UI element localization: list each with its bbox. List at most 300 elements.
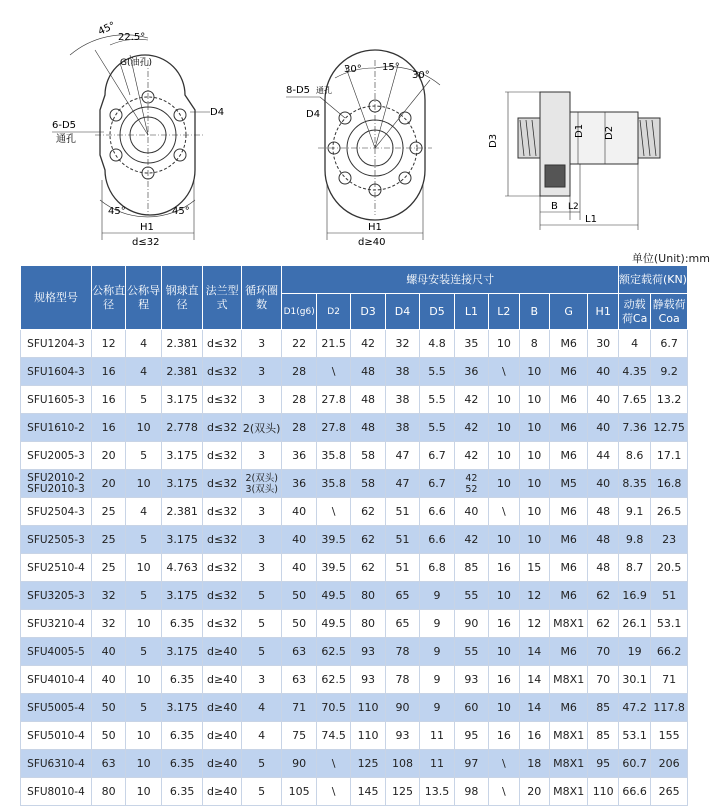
cell-ca: 8.35 <box>618 470 650 498</box>
cell-g: M6 <box>549 386 588 414</box>
cell-l1: 35 <box>454 330 488 358</box>
cell-h1: 70 <box>588 666 619 694</box>
cell-d5: 6.6 <box>420 526 454 554</box>
cell-d1: 50 <box>282 610 316 638</box>
cell-model: SFU8010-4 <box>21 778 92 806</box>
cell-g: M6 <box>549 638 588 666</box>
cell-d2: 62.5 <box>316 666 350 694</box>
drawing3-d2: D2 <box>604 125 615 140</box>
cell-turns: 3 <box>241 330 282 358</box>
cell-d5: 11 <box>420 722 454 750</box>
cell-d2: 62.5 <box>316 638 350 666</box>
cell-l1: 85 <box>454 554 488 582</box>
cell-flange: d≥40 <box>203 750 242 778</box>
cell-d5: 5.5 <box>420 414 454 442</box>
cell-ca: 9.1 <box>618 498 650 526</box>
cell-g: M6 <box>549 358 588 386</box>
cell-turns: 3 <box>241 526 282 554</box>
cell-l1: 95 <box>454 722 488 750</box>
cell-g: M8X1 <box>549 666 588 694</box>
cell-d4: 38 <box>385 414 419 442</box>
cell-h1: 40 <box>588 386 619 414</box>
table-row <box>21 666 688 694</box>
cell-ball: 3.175 <box>161 526 203 554</box>
cell-l2: \ <box>489 750 519 778</box>
cell-coa: 23 <box>651 526 688 554</box>
table-row <box>21 526 688 554</box>
cell-b: 10 <box>519 358 549 386</box>
header-model: 规格型号 <box>21 266 92 330</box>
cell-l1: 55 <box>454 638 488 666</box>
cell-b: 16 <box>519 722 549 750</box>
cell-dia: 40 <box>91 666 125 694</box>
table-row <box>21 722 688 750</box>
cell-d3: 125 <box>351 750 385 778</box>
cell-flange: d≤32 <box>203 498 242 526</box>
cell-h1: 44 <box>588 442 619 470</box>
cell-d3: 110 <box>351 694 385 722</box>
drawing1-holes-sub: 通孔 <box>56 134 76 145</box>
cell-ball: 2.381 <box>161 358 203 386</box>
cell-model: SFU3205-3 <box>21 582 92 610</box>
cell-d4: 125 <box>385 778 419 806</box>
cell-g: M8X1 <box>549 750 588 778</box>
header-l2: L2 <box>489 294 519 330</box>
cell-d2: \ <box>316 750 350 778</box>
cell-l2: 16 <box>489 666 519 694</box>
drawing1-g-label: G(油孔) <box>120 58 152 68</box>
cell-d5: 5.5 <box>420 358 454 386</box>
cell-turns-line1: 2(双头) <box>245 472 278 484</box>
cell-model: SFU6310-4 <box>21 750 92 778</box>
cell-h1: 85 <box>588 694 619 722</box>
header-flange: 法兰型式 <box>203 266 242 330</box>
cell-ball: 3.175 <box>161 582 203 610</box>
cell-ca: 9.8 <box>618 526 650 554</box>
cell-d1: 50 <box>282 582 316 610</box>
cell-ca: 19 <box>618 638 650 666</box>
cell-l2: \ <box>489 498 519 526</box>
cell-l1 <box>454 470 488 498</box>
cell-d4: 47 <box>385 470 419 498</box>
cell-l1: 93 <box>454 666 488 694</box>
cell-g: M6 <box>549 414 588 442</box>
cell-ball: 6.35 <box>161 610 203 638</box>
cell-lead: 5 <box>126 694 161 722</box>
cell-d5: 9 <box>420 666 454 694</box>
cell-d3: 62 <box>351 554 385 582</box>
cell-lead: 10 <box>126 414 161 442</box>
header-d2: D2 <box>316 294 350 330</box>
cell-l1: 42 <box>454 414 488 442</box>
cell-l2: 10 <box>489 386 519 414</box>
cell-coa: 265 <box>651 778 688 806</box>
cell-coa: 51 <box>651 582 688 610</box>
cell-d2: 35.8 <box>316 442 350 470</box>
header-dia: 公称直径 <box>91 266 125 330</box>
cell-coa: 13.2 <box>651 386 688 414</box>
cell-g: M6 <box>549 526 588 554</box>
cell-flange: d≤32 <box>203 358 242 386</box>
cell-ca: 30.1 <box>618 666 650 694</box>
cell-coa: 20.5 <box>651 554 688 582</box>
cell-d3: 110 <box>351 722 385 750</box>
cell-coa: 17.1 <box>651 442 688 470</box>
cell-b: 10 <box>519 414 549 442</box>
cell-l1: 42 <box>454 526 488 554</box>
cell-d3: 48 <box>351 358 385 386</box>
cell-b: 12 <box>519 610 549 638</box>
cell-turns: 3 <box>241 386 282 414</box>
cell-l2: 10 <box>489 526 519 554</box>
cell-d4: 65 <box>385 610 419 638</box>
cell-d3: 62 <box>351 498 385 526</box>
cell-d4: 93 <box>385 722 419 750</box>
cell-d3: 80 <box>351 610 385 638</box>
cell-flange: d≤32 <box>203 386 242 414</box>
table-row <box>21 442 688 470</box>
cell-h1: 48 <box>588 554 619 582</box>
cell-dia: 16 <box>91 358 125 386</box>
cell-h1: 95 <box>588 750 619 778</box>
cell-coa: 155 <box>651 722 688 750</box>
cell-lead: 10 <box>126 610 161 638</box>
cell-turns: 2(双头) <box>241 414 282 442</box>
table-row <box>21 414 688 442</box>
header-ca: 动载荷Ca <box>618 294 650 330</box>
cell-b: 18 <box>519 750 549 778</box>
cell-l2: 10 <box>489 470 519 498</box>
cell-model: SFU1604-3 <box>21 358 92 386</box>
cell-l2: \ <box>489 358 519 386</box>
cell-turns: 3 <box>241 554 282 582</box>
drawing1-cond: d≤32 <box>132 237 160 248</box>
cell-dia: 32 <box>91 582 125 610</box>
drawing1-angle-right: 45° <box>172 206 190 217</box>
cell-d2: 35.8 <box>316 470 350 498</box>
cell-l1: 55 <box>454 582 488 610</box>
header-mount: 螺母安装连接尺寸 <box>282 266 619 294</box>
cell-model: SFU5005-4 <box>21 694 92 722</box>
cell-turns: 5 <box>241 778 282 806</box>
cell-d5: 4.8 <box>420 330 454 358</box>
header-d4: D4 <box>385 294 419 330</box>
cell-d4: 51 <box>385 554 419 582</box>
cell-b: 15 <box>519 554 549 582</box>
cell-ball: 3.175 <box>161 638 203 666</box>
cell-flange: d≥40 <box>203 666 242 694</box>
cell-l2: 10 <box>489 442 519 470</box>
cell-d4: 78 <box>385 666 419 694</box>
drawing2-d4: D4 <box>306 109 321 120</box>
cell-d2: \ <box>316 498 350 526</box>
cell-coa: 6.7 <box>651 330 688 358</box>
cell-d2: 49.5 <box>316 582 350 610</box>
drawing3-l2: L2 <box>568 202 579 212</box>
cell-lead: 10 <box>126 750 161 778</box>
table-row <box>21 750 688 778</box>
cell-d1: 28 <box>282 414 316 442</box>
cell-turns: 4 <box>241 722 282 750</box>
cell-l1: 97 <box>454 750 488 778</box>
cell-b: 12 <box>519 582 549 610</box>
cell-d5: 6.7 <box>420 470 454 498</box>
cell-l1: 40 <box>454 498 488 526</box>
cell-d4: 78 <box>385 638 419 666</box>
cell-l2: 16 <box>489 554 519 582</box>
cell-l2: 10 <box>489 638 519 666</box>
cell-turns: 3 <box>241 666 282 694</box>
cell-d1: 28 <box>282 358 316 386</box>
drawing2-h1: H1 <box>368 222 382 233</box>
cell-d2: \ <box>316 778 350 806</box>
cell-ball: 6.35 <box>161 750 203 778</box>
cell-b: 10 <box>519 442 549 470</box>
header-coa: 静载荷Coa <box>651 294 688 330</box>
cell-model: SFU1204-3 <box>21 330 92 358</box>
drawing1-h1: H1 <box>140 222 154 233</box>
cell-ca: 16.9 <box>618 582 650 610</box>
cell-turns: 5 <box>241 750 282 778</box>
table-row <box>21 554 688 582</box>
cell-d5: 13.5 <box>420 778 454 806</box>
cell-ca: 26.1 <box>618 610 650 638</box>
cell-ball: 3.175 <box>161 442 203 470</box>
cell-l2: 10 <box>489 414 519 442</box>
cell-d3: 93 <box>351 666 385 694</box>
drawing1-d4: D4 <box>210 107 225 118</box>
cell-dia: 80 <box>91 778 125 806</box>
cell-h1: 62 <box>588 610 619 638</box>
cell-d4: 65 <box>385 582 419 610</box>
cell-coa: 12.75 <box>651 414 688 442</box>
cell-flange: d≥40 <box>203 694 242 722</box>
cell-d3: 145 <box>351 778 385 806</box>
table-row <box>21 638 688 666</box>
cell-d2: 49.5 <box>316 610 350 638</box>
cell-d5: 6.8 <box>420 554 454 582</box>
spec-table-body <box>21 330 688 806</box>
cell-b: 14 <box>519 666 549 694</box>
table-row <box>21 386 688 414</box>
drawing2-holes-label: 8-D5 <box>286 85 311 96</box>
drawing1-angle-top: 45° <box>96 20 118 38</box>
cell-h1: 70 <box>588 638 619 666</box>
cell-lead: 4 <box>126 358 161 386</box>
cell-dia: 32 <box>91 610 125 638</box>
cell-dia: 20 <box>91 442 125 470</box>
cell-lead: 10 <box>126 666 161 694</box>
cell-ball: 2.381 <box>161 498 203 526</box>
technical-drawings <box>0 0 722 255</box>
cell-ca: 4 <box>618 330 650 358</box>
cell-ca: 7.36 <box>618 414 650 442</box>
cell-d3: 42 <box>351 330 385 358</box>
cell-model-line1: SFU2010-2 <box>27 471 85 484</box>
cell-ball: 4.763 <box>161 554 203 582</box>
table-row <box>21 610 688 638</box>
cell-d1: 40 <box>282 498 316 526</box>
table-row <box>21 582 688 610</box>
cell-l1: 36 <box>454 358 488 386</box>
cell-lead: 10 <box>126 470 161 498</box>
cell-model: SFU4010-4 <box>21 666 92 694</box>
cell-d1: 105 <box>282 778 316 806</box>
cell-h1: 85 <box>588 722 619 750</box>
header-turns: 循环圈数 <box>241 266 282 330</box>
cell-d3: 62 <box>351 526 385 554</box>
cell-g: M5 <box>549 470 588 498</box>
cell-dia: 50 <box>91 722 125 750</box>
header-b: B <box>519 294 549 330</box>
cell-d4: 32 <box>385 330 419 358</box>
cell-ball: 6.35 <box>161 778 203 806</box>
table-row <box>21 498 688 526</box>
cell-l1: 60 <box>454 694 488 722</box>
cell-ball: 2.778 <box>161 414 203 442</box>
cell-d4: 108 <box>385 750 419 778</box>
cell-dia: 16 <box>91 386 125 414</box>
drawing2-holes-sub: 通孔 <box>316 86 332 95</box>
cell-d5: 5.5 <box>420 386 454 414</box>
cell-turns: 5 <box>241 582 282 610</box>
cell-g: M6 <box>549 554 588 582</box>
cell-l1-line1: 42 <box>465 472 478 484</box>
cell-ball: 3.175 <box>161 386 203 414</box>
cell-dia: 20 <box>91 470 125 498</box>
cell-flange: d≥40 <box>203 638 242 666</box>
cell-model: SFU2510-4 <box>21 554 92 582</box>
table-row <box>21 470 688 498</box>
cell-ball: 3.175 <box>161 694 203 722</box>
cell-turns: 5 <box>241 638 282 666</box>
cell-coa: 117.8 <box>651 694 688 722</box>
cell-d4: 38 <box>385 386 419 414</box>
cell-d1: 36 <box>282 470 316 498</box>
cell-d4: 90 <box>385 694 419 722</box>
cell-b: 10 <box>519 386 549 414</box>
cell-coa: 66.2 <box>651 638 688 666</box>
cell-turns: 4 <box>241 694 282 722</box>
cell-h1: 62 <box>588 582 619 610</box>
cell-d1: 63 <box>282 638 316 666</box>
cell-d3: 48 <box>351 414 385 442</box>
cell-g: M8X1 <box>549 722 588 750</box>
cell-dia: 40 <box>91 638 125 666</box>
cell-flange: d≤32 <box>203 526 242 554</box>
cell-coa: 53.1 <box>651 610 688 638</box>
drawing2-cond: d≥40 <box>358 237 386 248</box>
cell-h1: 40 <box>588 414 619 442</box>
drawing-side-view <box>505 92 660 230</box>
cell-d1: 63 <box>282 666 316 694</box>
cell-ca: 7.65 <box>618 386 650 414</box>
cell-d3: 58 <box>351 470 385 498</box>
cell-d1: 75 <box>282 722 316 750</box>
cell-flange: d≤32 <box>203 554 242 582</box>
cell-model: SFU2505-3 <box>21 526 92 554</box>
table-row <box>21 778 688 806</box>
cell-ball: 6.35 <box>161 722 203 750</box>
cell-h1: 40 <box>588 470 619 498</box>
cell-model: SFU2504-3 <box>21 498 92 526</box>
cell-l2: \ <box>489 778 519 806</box>
cell-d2: 39.5 <box>316 554 350 582</box>
cell-lead: 5 <box>126 442 161 470</box>
cell-dia: 12 <box>91 330 125 358</box>
cell-d5: 9 <box>420 638 454 666</box>
cell-d1: 40 <box>282 554 316 582</box>
cell-ball: 6.35 <box>161 666 203 694</box>
cell-d4: 51 <box>385 526 419 554</box>
cell-lead: 5 <box>126 582 161 610</box>
cell-g: M6 <box>549 330 588 358</box>
table-row <box>21 358 688 386</box>
cell-d1: 36 <box>282 442 316 470</box>
header-h1: H1 <box>588 294 619 330</box>
cell-b: 8 <box>519 330 549 358</box>
cell-ca: 4.35 <box>618 358 650 386</box>
unit-label: 单位(Unit):mm <box>631 252 710 265</box>
cell-g: M6 <box>549 498 588 526</box>
cell-b: 20 <box>519 778 549 806</box>
drawing3-d3: D3 <box>488 133 499 148</box>
cell-d5: 9 <box>420 610 454 638</box>
cell-d2: 21.5 <box>316 330 350 358</box>
table-row <box>21 330 688 358</box>
cell-d4: 51 <box>385 498 419 526</box>
cell-coa: 16.8 <box>651 470 688 498</box>
drawing1-angle-left: 45° <box>108 206 126 217</box>
cell-d4: 47 <box>385 442 419 470</box>
cell-dia: 16 <box>91 414 125 442</box>
cell-lead: 10 <box>126 722 161 750</box>
cell-model: SFU4005-5 <box>21 638 92 666</box>
cell-d3: 80 <box>351 582 385 610</box>
cell-g: M6 <box>549 694 588 722</box>
cell-ca: 8.6 <box>618 442 650 470</box>
cell-flange: d≥40 <box>203 778 242 806</box>
spec-table <box>20 265 688 806</box>
cell-model: SFU5010-4 <box>21 722 92 750</box>
cell-g: M6 <box>549 582 588 610</box>
cell-turns <box>241 470 282 498</box>
table-row <box>21 694 688 722</box>
cell-d2: 27.8 <box>316 414 350 442</box>
cell-d4: 38 <box>385 358 419 386</box>
cell-l2: 10 <box>489 694 519 722</box>
cell-turns: 3 <box>241 358 282 386</box>
cell-h1: 110 <box>588 778 619 806</box>
cell-model: SFU1610-2 <box>21 414 92 442</box>
cell-g: M8X1 <box>549 610 588 638</box>
cell-lead: 4 <box>126 330 161 358</box>
cell-lead: 5 <box>126 638 161 666</box>
cell-l1-line2: 52 <box>465 483 478 495</box>
cell-l2: 10 <box>489 330 519 358</box>
cell-ca: 66.6 <box>618 778 650 806</box>
cell-dia: 50 <box>91 694 125 722</box>
cell-h1: 40 <box>588 358 619 386</box>
cell-h1: 48 <box>588 498 619 526</box>
drawing2-angle-a: 30° <box>344 64 362 75</box>
cell-model-line2: SFU2010-3 <box>27 482 85 495</box>
cell-lead: 5 <box>126 386 161 414</box>
cell-flange: d≥40 <box>203 722 242 750</box>
cell-ball: 3.175 <box>161 470 203 498</box>
cell-d1: 22 <box>282 330 316 358</box>
cell-b: 14 <box>519 638 549 666</box>
